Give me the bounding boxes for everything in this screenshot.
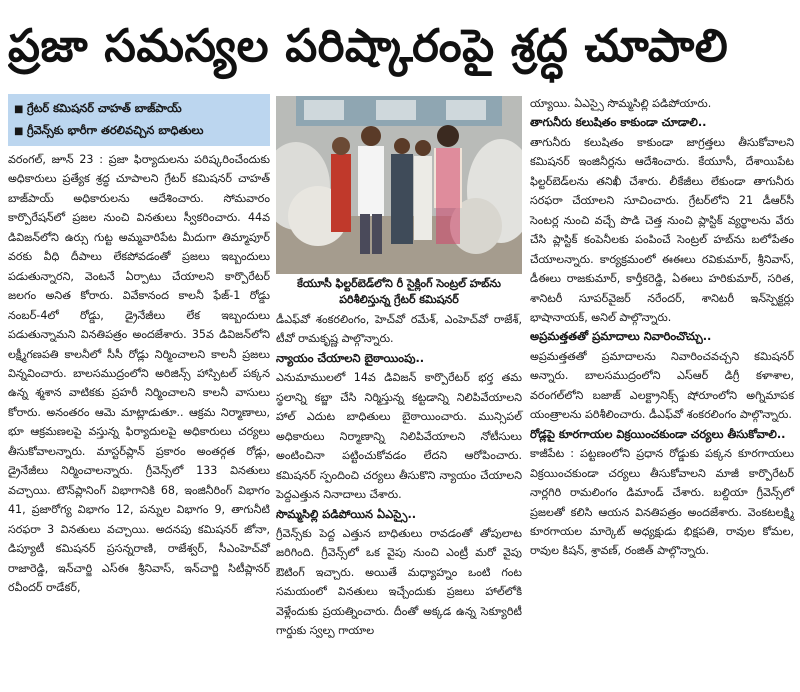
column-1-paragraph: వరంగల్, జూన్ 23 : ప్రజా ఫిర్యాదులను పరిష్కరించేందుకు అధికారులు ప్రత్యేక శ్రద్ధ చూపాలని గ్రేటర్ కమిషనర్ చాహత్ బాజ్‌పాయ్ అధికారులను ఆదేశించారు. సోమవారం కార్పొరేషన్‌లో ప్రజల నుంచి వినతులు స్వీకరించారు. 44వ డివిజన్‌లోని ఉర్సు గుట్ట అమ్మవారిపేట మీదుగా తిమ్మాపూర్ వరకు వీధి దీపాలు లేకపోవడంతో ప్రజలు ఇబ్బందులు పడుతున్నారని, వెంటనే ఏర్పాటు చేయాలని కార్పొరేటర్ జలగం అనిత కోరారు. వివేకానంద కాలనీ ఫేజ్-1 రోడ్డు నంబర్-4లో రోడ్డు, డ్రైనేజీలు లేక ఇబ్బందులు పడుతున్నామని వినతిపత్రం అందజేశారు. 35వ డివిజన్‌లోని లక్ష్మీగణపతి కాలనీలో సీసీ రోడ్లు నిర్మించాలని కాలనీ ప్రజలు విన్నవించారు. బాలసముద్రంలోని అరిజిన్స్ హాస్పిటల్ పక్కన ఉన్న శ్మశాన వాటికకు ప్రహరీ నిర్మించాలని కాలనీ వాసులు కోరారు. అనంతరం ఆమె మాట్లాడుతూ.. ఆక్రమ నిర్మాణాలు, భూ ఆక్రమణలపై వస్తున్న ఫిర్యాదులపై అధికారులు చర్యలు తీసుకోవాలన్నారు. మాస్టర్‌ప్లాన్ ప్రకారం అంతర్గత రోడ్లు, డ్రైనేజీలు నిర్మించాలన్నారు. గ్రీవెన్స్‌లో 133 వినతులు వచ్చాయి. టౌన్‌ప్లానింగ్ విభాగానికి 68, ఇంజినీరింగ్ విభాగం 41, ప్రజారోగ్య విభాగం 12, పన్నుల విభాగం 9, తాగునీటి సరఫరా 3 వినతులు వచ్చాయి. అదనపు కమిషనర్ జోనా, డిప్యూటీ కమిషనర్ ప్రసన్నరాణి, రాజేశ్వర్, సీఎంహెచ్‌వో రాజారెడ్డి, ఇన్‌చార్జి ఎస్‌ఈ శ్రీనివాస్, ఇన్‌చార్జి సిటీప్లానర్ రవీందర్ రాడేకర్,	[8, 153, 270, 594]
column-3-paragraph: అప్రమత్తతతో ప్రమాదాలను నివారించవచ్చని కమిషనర్ అన్నారు. బాలసముద్రంలోని ఎస్‌ఆర్ డిగ్రీ కళాశాల, వరంగల్‌లోని బజాజ్ ఎలక్ట్రానిక్స్ షోరూంలోని అగ్నిమాపక యంత్రాలను పరిశీలించారు. డీఎఫ్‌వో శంకరలింగం పాల్గొన్నారు.	[530, 349, 794, 422]
column-2-paragraph: ఎనుమాములలో 14వ డివిజన్ కార్పొరేటర్ భర్త తమ స్థలాన్ని కబ్జా చేసి నిర్మిస్తున్న కట్టడాన్ని నిలిపివేయాలని హాల్ ఎదుట బాధితులు బైఠాయించారు. మున్సిపల్ అధికారులు నిర్మాణాన్ని నిలిపివేయాలని నోటీసులు అంటించినా పట్టించుకోవడం లేదని ఆరోపించారు. కమిషనర్ స్పందించి చర్యలు తీసుకొని న్యాయం చేయాలని పెద్దఎత్తున నినాదాలు చేశారు.	[276, 371, 522, 502]
photo-illustration	[276, 96, 522, 274]
column-3-paragraph: తాగునీరు కలుషితం కాకుండా జాగ్రత్తలు తీసుకోవాలని కమిషనర్ ఇంజినీర్లను ఆదేశించారు. కేయూసీ, దేశాయిపేట ఫిల్టర్‌బెడ్‌లను తనిఖీ చేశారు. లీకేజీలు లేకుండా తాగునీరు సరఫరా చేయాలని సూచించారు. గ్రేటర్‌లోని 21 డీఆర్‌సీ సెంటర్ల నుంచి వచ్చే పొడి చెత్త నుంచి ప్లాస్టిక్ వ్యర్థాలను వేరు చేసి ప్లాస్టిక్ కంపెనీలకు పంపించే సెంట్రల్ హబ్‌ను బలోపేతం చేయాలన్నారు. కార్యక్రమంలో ఈఈలు రవికుమార్, శ్రీనివాస్, డీఈలు రాజకుమార్, కార్తీకరెడ్డి, ఏఈలు హరికుమార్, సరిత, శానిటరీ సూపర్‌వైజర్ నరేందర్, శానిటరీ ఇన్‌స్పెక్టర్లు భాషానాయక్, అనిల్ పాల్గొన్నారు.	[530, 135, 794, 324]
column-2-paragraph: డీఎఫ్‌వో శంకరలింగం, హెచ్‌వో రమేశ్, ఎంహెచ్‌వో రాజేశ్, టీవో రామకృష్ణ పాల్గొన్నారు.	[276, 313, 522, 346]
column-2-paragraph: గ్రీవెన్స్‌కు పెద్ద ఎత్తున బాధితులు రావడంతో తోపులాట జరిగింది. గ్రీవెన్స్‌లో ఒక వైపు నుంచి ఎంట్రీ మరో వైపు ఔటింగ్ ఇచ్చారు. అయితే మధ్యాహ్నం ఒంటి గంట సమయంలో వినతులు ఇచ్చేందుకు ప్రజలు హాల్‌లోకి వెళ్లేందుకు ప్రయత్నించారు. దీంతో అక్కడ ఉన్న సెక్యూరిటీ గార్డుకు స్వల్ప గాయాల	[276, 526, 522, 638]
subheading: న్యాయం చేయాలని బైఠాయింపు..	[276, 350, 425, 365]
column-2	[276, 310, 522, 641]
column-1	[8, 94, 270, 597]
column-3-paragraph: కాజీపేట : పట్టణంలోని ప్రధాన రోడ్డుకు పక్కన కూరగాయలు విక్రయించకుండా చర్యలు తీసుకోవాలని మాజీ కార్పొరేటర్ నార్లగిరి రామలింగం డిమాండ్ చేశారు. బల్దియా గ్రీవెన్స్‌లో ప్రజలతో కలిసి ఆయన వినతిపత్రం అందజేశారు. వెంకటలక్ష్మి కూరగాయల మార్కెట్ అధ్యక్షుడు భిక్షపతి, రావుల కోమల, రావుల కిషన్, శ్రావణ్, రంజిత్ పాల్గొన్నారు.	[530, 447, 794, 558]
subheading: తాగునీరు కలుషితం కాకుండా చూడాలి..	[530, 115, 707, 130]
highlight-1: ■ గ్రేటర్ కమిషనర్ చాహత్ బాజ్‌పాయ్	[14, 98, 264, 120]
subheading: అప్రమత్తతతో ప్రమాదాలు నివారించొచ్చు..	[530, 329, 712, 344]
headline: ప్రజా సమస్యల పరిష్కారంపై శ్రద్ధ చూపాలి	[8, 19, 729, 72]
column-3-paragraph: య్యాయి. ఏఎస్సై సొమ్మసిల్లి పడిపోయారు.	[530, 97, 712, 110]
highlights-box	[8, 94, 270, 146]
highlight-2: ■ గ్రీవెన్స్‌కు భారీగా తరలివచ్చిన బాధితులు	[14, 120, 264, 142]
subheading: రోడ్లపై కూరగాయల విక్రయించకుండా చర్యలు తీసుకోవాలి..	[530, 426, 786, 441]
photo-caption: కేయూసీ ఫిల్టర్‌బెడ్‌లోని రీ సైక్లింగ్ సెంట్రల్ హబ్‌ను పరిశీలిస్తున్న గ్రేటర్ కమిషనర్	[297, 277, 501, 306]
subheading: సొమ్మసిల్లి పడిపోయిన ఏఎస్సై..	[276, 506, 417, 521]
column-3	[530, 94, 794, 561]
news-photo	[276, 96, 522, 274]
